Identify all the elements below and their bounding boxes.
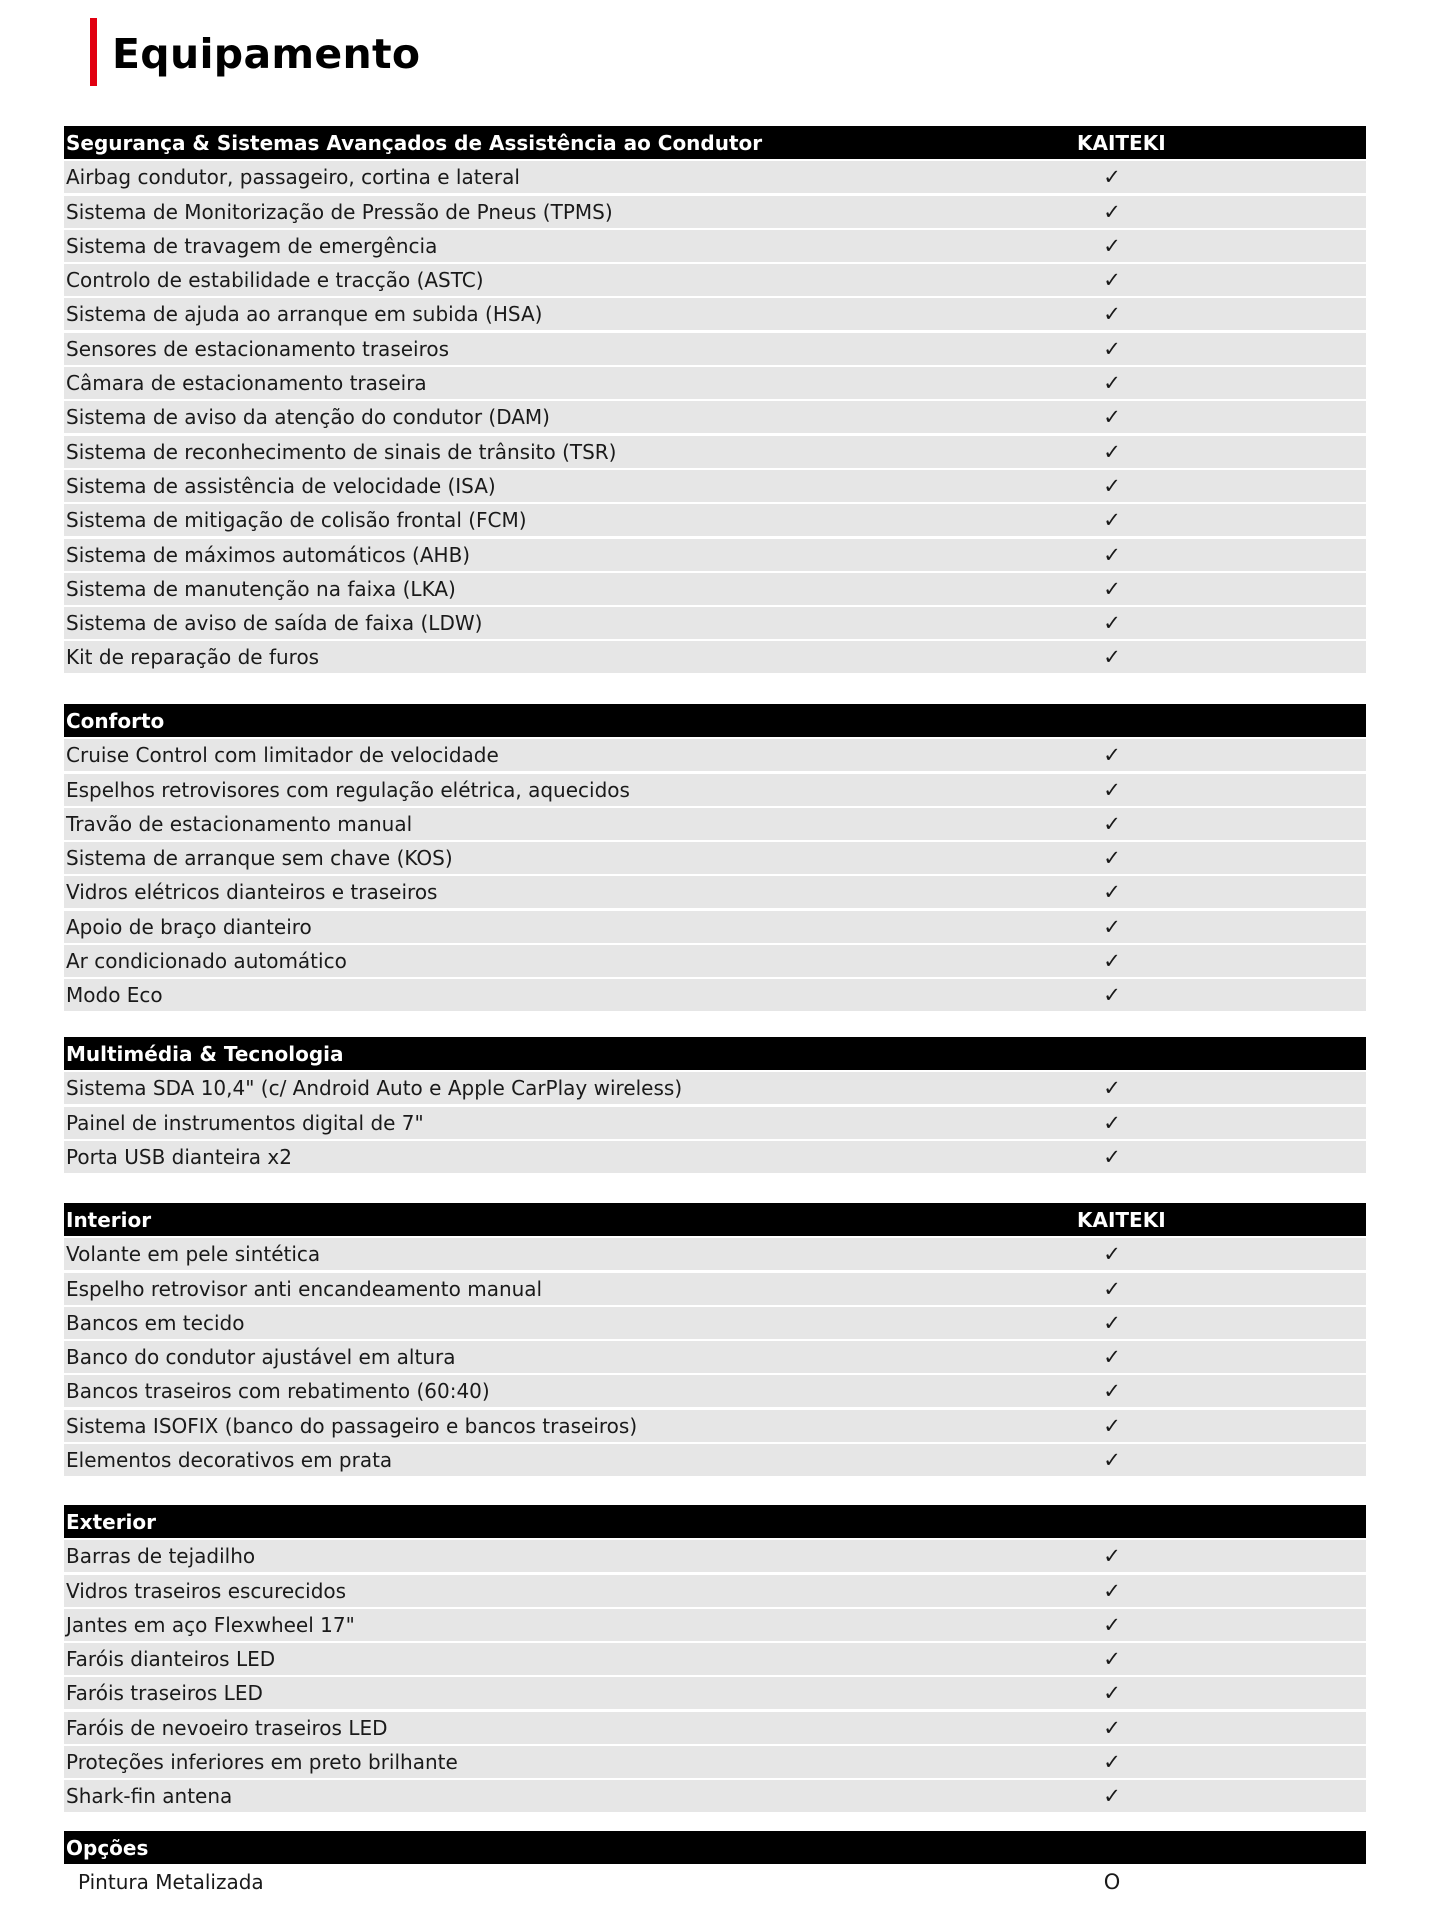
feature-label: Jantes em aço Flexwheel 17" bbox=[66, 1612, 355, 1637]
feature-label: Ar condicionado automático bbox=[66, 949, 347, 974]
feature-label: Travão de estacionamento manual bbox=[66, 811, 413, 836]
table-row bbox=[64, 1677, 1366, 1709]
table-row bbox=[64, 842, 1366, 874]
feature-label: Sistema de Monitorização de Pressão de Pneus (TPMS) bbox=[66, 199, 613, 224]
feature-label: Pintura Metalizada bbox=[78, 1870, 264, 1895]
check-icon: ✓ bbox=[1103, 1544, 1121, 1569]
feature-label: Sistema de máximos automáticos (AHB) bbox=[66, 542, 471, 567]
check-icon: ✓ bbox=[1103, 1310, 1121, 1335]
table-row bbox=[64, 1072, 1366, 1104]
table-row bbox=[64, 1141, 1366, 1173]
table-row bbox=[64, 979, 1366, 1011]
table-row bbox=[64, 607, 1366, 639]
check-icon: ✓ bbox=[1103, 1242, 1121, 1267]
section-header bbox=[64, 1831, 1366, 1864]
feature-label: Airbag condutor, passageiro, cortina e lateral bbox=[66, 165, 520, 190]
check-icon: ✓ bbox=[1103, 914, 1121, 939]
feature-label: Sistema de manutenção na faixa (LKA) bbox=[66, 576, 456, 601]
feature-label: Sistema de arranque sem chave (KOS) bbox=[66, 846, 453, 871]
feature-label: Volante em pele sintética bbox=[66, 1242, 321, 1267]
check-icon: ✓ bbox=[1103, 743, 1121, 768]
check-icon: ✓ bbox=[1103, 1110, 1121, 1135]
feature-label: Porta USB dianteira x2 bbox=[66, 1144, 292, 1169]
section-title: Opções bbox=[66, 1836, 149, 1860]
feature-label: Bancos traseiros com rebatimento (60:40) bbox=[66, 1379, 490, 1404]
check-icon: ✓ bbox=[1103, 371, 1121, 396]
feature-label: Espelho retrovisor anti encandeamento manual bbox=[66, 1276, 543, 1301]
section-multimedia bbox=[64, 1037, 1366, 1175]
section-header bbox=[64, 704, 1366, 737]
feature-label: Sistema de reconhecimento de sinais de trânsito (TSR) bbox=[66, 439, 617, 464]
table-row bbox=[64, 401, 1366, 433]
section-title: Conforto bbox=[66, 709, 165, 733]
section-interior bbox=[64, 1203, 1366, 1478]
feature-label: Vidros traseiros escurecidos bbox=[66, 1578, 347, 1603]
feature-label: Banco do condutor ajustável em altura bbox=[66, 1345, 456, 1370]
feature-label: Faróis traseiros LED bbox=[66, 1681, 263, 1706]
check-icon: ✓ bbox=[1103, 302, 1121, 327]
section-header bbox=[64, 126, 1366, 159]
check-icon: ✓ bbox=[1103, 1750, 1121, 1775]
section-title: Interior bbox=[66, 1208, 152, 1232]
check-icon: ✓ bbox=[1103, 811, 1121, 836]
table-row bbox=[64, 230, 1366, 262]
table-row bbox=[64, 196, 1366, 228]
check-icon: ✓ bbox=[1103, 1276, 1121, 1301]
table-row bbox=[64, 774, 1366, 806]
feature-label: Bancos em tecido bbox=[66, 1310, 245, 1335]
feature-label: Faróis de nevoeiro traseiros LED bbox=[66, 1715, 388, 1740]
check-icon: ✓ bbox=[1103, 645, 1121, 670]
section-title: Segurança & Sistemas Avançados de Assistência ao Condutor bbox=[66, 131, 763, 155]
section-title: Multimédia & Tecnologia bbox=[66, 1042, 344, 1066]
check-icon: ✓ bbox=[1103, 777, 1121, 802]
check-icon: ✓ bbox=[1103, 1448, 1121, 1473]
table-row bbox=[64, 367, 1366, 399]
feature-label: Sistema de ajuda ao arranque em subida (HSA) bbox=[66, 302, 543, 327]
feature-label: Sistema de aviso da atenção do condutor (DAM) bbox=[66, 405, 550, 430]
table-row bbox=[64, 1375, 1366, 1407]
check-icon: ✓ bbox=[1103, 1379, 1121, 1404]
check-icon: ✓ bbox=[1103, 983, 1121, 1008]
feature-label: Sistema SDA 10,4" (c/ Android Auto e Apple CarPlay wireless) bbox=[66, 1076, 683, 1101]
check-icon: ✓ bbox=[1103, 1144, 1121, 1169]
table-row bbox=[64, 1341, 1366, 1373]
check-icon: ✓ bbox=[1103, 439, 1121, 464]
check-icon: ✓ bbox=[1103, 1681, 1121, 1706]
feature-label: Sistema ISOFIX (banco do passageiro e bancos traseiros) bbox=[66, 1413, 638, 1438]
table-row bbox=[64, 1643, 1366, 1675]
check-icon: ✓ bbox=[1103, 1612, 1121, 1637]
feature-label: Painel de instrumentos digital de 7" bbox=[66, 1110, 424, 1135]
feature-label: Sistema de assistência de velocidade (ISA) bbox=[66, 473, 496, 498]
check-icon: ✓ bbox=[1103, 473, 1121, 498]
table-row bbox=[64, 298, 1366, 330]
table-row bbox=[64, 1712, 1366, 1744]
check-icon: ✓ bbox=[1103, 336, 1121, 361]
table-row bbox=[64, 1540, 1366, 1572]
column-header: KAITEKI bbox=[1077, 131, 1166, 155]
table-row bbox=[64, 1609, 1366, 1641]
option-marker: O bbox=[1103, 1870, 1121, 1895]
section-comfort bbox=[64, 704, 1366, 1014]
feature-label: Elementos decorativos em prata bbox=[66, 1448, 393, 1473]
section-header bbox=[64, 1505, 1366, 1538]
feature-label: Modo Eco bbox=[66, 983, 163, 1008]
check-icon: ✓ bbox=[1103, 880, 1121, 905]
feature-label: Barras de tejadilho bbox=[66, 1544, 256, 1569]
check-icon: ✓ bbox=[1103, 405, 1121, 430]
check-icon: ✓ bbox=[1103, 1784, 1121, 1809]
table-row bbox=[64, 1273, 1366, 1305]
feature-label: Proteções inferiores em preto brilhante bbox=[66, 1750, 458, 1775]
table-row bbox=[64, 470, 1366, 502]
table-row bbox=[64, 161, 1366, 193]
feature-label: Sistema de mitigação de colisão frontal (FCM) bbox=[66, 508, 527, 533]
check-icon: ✓ bbox=[1103, 199, 1121, 224]
table-row bbox=[64, 264, 1366, 296]
check-icon: ✓ bbox=[1103, 846, 1121, 871]
check-icon: ✓ bbox=[1103, 1715, 1121, 1740]
check-icon: ✓ bbox=[1103, 233, 1121, 258]
feature-label: Sistema de travagem de emergência bbox=[66, 233, 438, 258]
table-row bbox=[64, 1410, 1366, 1442]
check-icon: ✓ bbox=[1103, 165, 1121, 190]
table-row bbox=[64, 1238, 1366, 1270]
check-icon: ✓ bbox=[1103, 268, 1121, 293]
feature-label: Apoio de braço dianteiro bbox=[66, 914, 312, 939]
table-row bbox=[64, 504, 1366, 536]
check-icon: ✓ bbox=[1103, 1345, 1121, 1370]
feature-label: Shark-fin antena bbox=[66, 1784, 233, 1809]
section-header bbox=[64, 1203, 1366, 1236]
table-row bbox=[64, 876, 1366, 908]
check-icon: ✓ bbox=[1103, 576, 1121, 601]
column-header: KAITEKI bbox=[1077, 1208, 1166, 1232]
feature-label: Faróis dianteiros LED bbox=[66, 1647, 276, 1672]
table-row bbox=[64, 1307, 1366, 1339]
feature-label: Sensores de estacionamento traseiros bbox=[66, 336, 450, 361]
feature-label: Vidros elétricos dianteiros e traseiros bbox=[66, 880, 438, 905]
table-row bbox=[64, 1575, 1366, 1607]
page-title: Equipamento bbox=[112, 30, 421, 78]
table-row bbox=[64, 641, 1366, 673]
check-icon: ✓ bbox=[1103, 949, 1121, 974]
table-row bbox=[64, 808, 1366, 840]
check-icon: ✓ bbox=[1103, 1578, 1121, 1603]
feature-label: Câmara de estacionamento traseira bbox=[66, 371, 427, 396]
feature-label: Kit de reparação de furos bbox=[66, 645, 320, 670]
table-row bbox=[64, 739, 1366, 771]
feature-label: Espelhos retrovisores com regulação elétrica, aquecidos bbox=[66, 777, 630, 802]
check-icon: ✓ bbox=[1103, 542, 1121, 567]
table-row bbox=[64, 911, 1366, 943]
section-options bbox=[64, 1831, 1366, 1901]
section-safety bbox=[64, 126, 1366, 676]
table-row bbox=[64, 539, 1366, 571]
check-icon: ✓ bbox=[1103, 1413, 1121, 1438]
table-row bbox=[64, 573, 1366, 605]
table-row bbox=[64, 1107, 1366, 1139]
table-row bbox=[64, 945, 1366, 977]
check-icon: ✓ bbox=[1103, 611, 1121, 636]
check-icon: ✓ bbox=[1103, 508, 1121, 533]
table-row bbox=[64, 1780, 1366, 1812]
section-header bbox=[64, 1037, 1366, 1070]
feature-label: Sistema de aviso de saída de faixa (LDW) bbox=[66, 611, 483, 636]
section-exterior bbox=[64, 1505, 1366, 1815]
table-row bbox=[64, 333, 1366, 365]
table-row bbox=[64, 436, 1366, 468]
table-row bbox=[64, 1746, 1366, 1778]
feature-label: Controlo de estabilidade e tracção (ASTC) bbox=[66, 268, 484, 293]
check-icon: ✓ bbox=[1103, 1076, 1121, 1101]
table-row bbox=[64, 1444, 1366, 1476]
table-row bbox=[64, 1866, 1366, 1898]
title-accent-bar bbox=[90, 18, 97, 86]
feature-label: Cruise Control com limitador de velocidade bbox=[66, 743, 499, 768]
check-icon: ✓ bbox=[1103, 1647, 1121, 1672]
section-title: Exterior bbox=[66, 1510, 157, 1534]
